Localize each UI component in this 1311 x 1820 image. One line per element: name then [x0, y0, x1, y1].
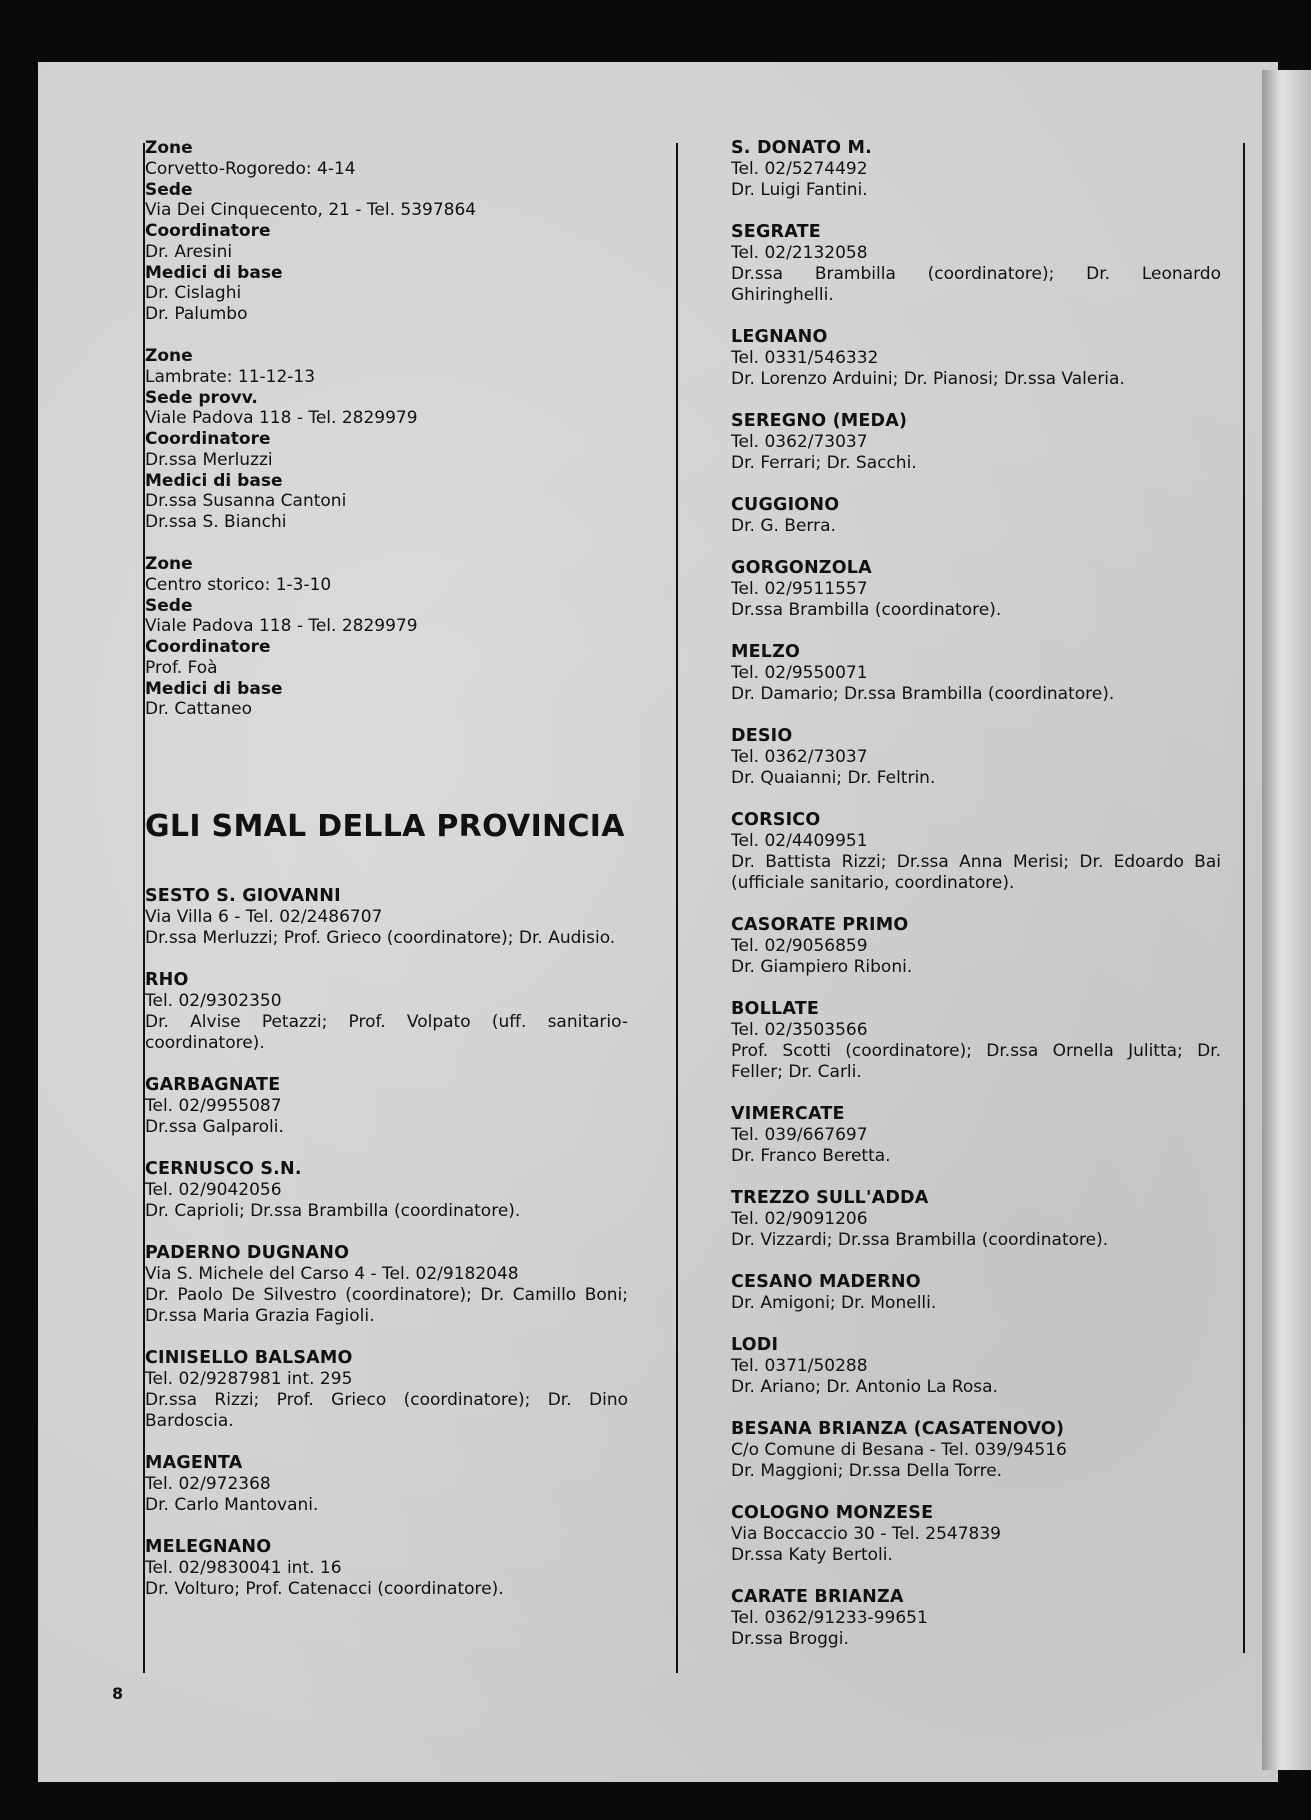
coordinatore-value: Prof. Foà [145, 657, 218, 678]
entry-doctors: Dr. Ferrari; Dr. Sacchi. [731, 453, 917, 473]
smal-entry [731, 915, 1221, 978]
smal-entry [731, 558, 1221, 621]
entry-name: MELZO [731, 642, 801, 662]
coordinatore-value: Dr.ssa Merluzzi [145, 449, 273, 470]
entry-name: TREZZO SULL'ADDA [731, 1188, 929, 1208]
zone-value: Corvetto-Rogoredo: 4-14 [145, 158, 356, 179]
zone-label: Zone [145, 138, 193, 158]
entry-doctors: Dr.ssa Broggi. [731, 1629, 849, 1649]
entry-name: SEGRATE [731, 222, 821, 242]
coordinatore-value: Dr. Aresini [145, 241, 233, 262]
zone-value: Lambrate: 11-12-13 [145, 366, 316, 387]
left-column [145, 138, 628, 1621]
entry-contact: C/o Comune di Besana - Tel. 039/94516 [731, 1440, 1067, 1460]
entry-contact: Tel. 02/9511557 [731, 579, 868, 599]
entry-name: COLOGNO MONZESE [731, 1503, 934, 1523]
entry-contact: Tel. 02/9091206 [731, 1209, 868, 1229]
entry-name: RHO [145, 970, 189, 990]
entry-contact: Tel. 02/3503566 [731, 1020, 868, 1040]
entry-name: LEGNANO [731, 327, 828, 347]
medici-label: Medici di base [145, 262, 283, 283]
column-rule-right [1243, 143, 1245, 1653]
smal-entry [731, 1503, 1221, 1566]
entry-doctors: Dr. Battista Rizzi; Dr.ssa Anna Merisi; Dr. Edoardo Bai (ufficiale sanitario, coordinatore). [731, 852, 1221, 893]
right-column [731, 138, 1221, 1671]
entry-contact: Via Boccaccio 30 - Tel. 2547839 [731, 1524, 1001, 1544]
sede-label: Sede provv. [145, 387, 258, 408]
entry-name: S. DONATO M. [731, 138, 872, 158]
page-edge [1262, 70, 1311, 1770]
entry-doctors: Dr. Luigi Fantini. [731, 180, 868, 200]
smal-entry [145, 886, 628, 949]
province-entries-right [731, 138, 1221, 1650]
smal-entry [731, 726, 1221, 789]
medici-label: Medici di base [145, 678, 283, 699]
entry-contact: Tel. 0331/546332 [731, 348, 879, 368]
sede-value: Viale Padova 118 - Tel. 2829979 [145, 616, 418, 636]
entry-contact: Tel. 0371/50288 [731, 1356, 868, 1376]
entry-doctors: Dr. Franco Beretta. [731, 1146, 891, 1166]
entry-doctors: Dr. Alvise Petazzi; Prof. Volpato (uff. sanitario-coordinatore). [145, 1012, 628, 1053]
entry-doctors: Dr. Maggioni; Dr.ssa Della Torre. [731, 1461, 1003, 1481]
coordinatore-label: Coordinatore [145, 429, 271, 449]
entry-doctors: Dr. Vizzardi; Dr.ssa Brambilla (coordinatore). [731, 1230, 1109, 1250]
entry-contact: Via S. Michele del Carso 4 - Tel. 02/9182048 [145, 1264, 519, 1284]
entry-name: GORGONZOLA [731, 558, 872, 578]
entry-doctors: Dr. Giampiero Riboni. [731, 957, 913, 977]
medico-name: Dr. Cislaghi [145, 283, 242, 303]
smal-entry [731, 1419, 1221, 1482]
smal-entry [145, 1243, 628, 1327]
medico-name: Dr.ssa S. Bianchi [145, 512, 287, 532]
entry-contact: Tel. 02/9302350 [145, 991, 282, 1011]
entry-doctors: Prof. Scotti (coordinatore); Dr.ssa Ornella Julitta; Dr. Feller; Dr. Carli. [731, 1041, 1221, 1082]
entry-contact: Tel. 02/9955087 [145, 1096, 282, 1116]
entry-name: LODI [731, 1335, 779, 1355]
entry-doctors: Dr.ssa Katy Bertoli. [731, 1545, 893, 1565]
entry-doctors: Dr. Ariano; Dr. Antonio La Rosa. [731, 1377, 998, 1397]
entry-contact: Tel. 039/667697 [731, 1125, 868, 1145]
smal-entry [731, 1335, 1221, 1398]
entry-name: DESIO [731, 726, 793, 746]
page-number: 8 [112, 1684, 124, 1703]
smal-entry [731, 810, 1221, 894]
entry-name: CUGGIONO [731, 495, 840, 515]
smal-entry [731, 138, 1221, 201]
sede-value: Viale Padova 118 - Tel. 2829979 [145, 408, 418, 428]
smal-entry [145, 1348, 628, 1432]
entry-doctors: Dr. Lorenzo Arduini; Dr. Pianosi; Dr.ssa Valeria. [731, 369, 1125, 389]
smal-entry [731, 642, 1221, 705]
entry-doctors: Dr.ssa Merluzzi; Prof. Grieco (coordinatore); Dr. Audisio. [145, 928, 616, 948]
entry-contact: Via Villa 6 - Tel. 02/2486707 [145, 907, 383, 927]
smal-entry [731, 999, 1221, 1083]
entry-name: SEREGNO (MEDA) [731, 411, 908, 431]
medici-label: Medici di base [145, 470, 283, 491]
entry-doctors: Dr. Damario; Dr.ssa Brambilla (coordinatore). [731, 684, 1115, 704]
smal-entry [731, 222, 1221, 306]
entry-contact: Tel. 02/9550071 [731, 663, 868, 683]
smal-entry [145, 1075, 628, 1138]
entry-name: VIMERCATE [731, 1104, 845, 1124]
entry-doctors: Dr. Paolo De Silvestro (coordinatore); Dr. Camillo Boni; Dr.ssa Maria Grazia Fagioli. [145, 1285, 628, 1326]
smal-entry [145, 1453, 628, 1516]
zone-block [145, 138, 628, 325]
entry-contact: Tel. 0362/73037 [731, 747, 868, 767]
entry-contact: Tel. 02/9287981 int. 295 [145, 1369, 353, 1389]
entry-doctors: Dr.ssa Rizzi; Prof. Grieco (coordinatore); Dr. Dino Bardoscia. [145, 1390, 628, 1431]
entry-contact: Tel. 02/9830041 int. 16 [145, 1558, 342, 1578]
zone-label: Zone [145, 346, 193, 366]
zone-block [145, 554, 628, 720]
entry-contact: Tel. 02/2132058 [731, 243, 868, 263]
smal-entry [145, 1537, 628, 1600]
entry-name: CINISELLO BALSAMO [145, 1348, 353, 1368]
entry-name: CARATE BRIANZA [731, 1587, 904, 1607]
entry-doctors: Dr.ssa Galparoli. [145, 1117, 284, 1137]
medico-name: Dr. Cattaneo [145, 699, 252, 719]
entry-doctors: Dr. Caprioli; Dr.ssa Brambilla (coordinatore). [145, 1201, 521, 1221]
coordinatore-label: Coordinatore [145, 637, 271, 657]
entry-name: MAGENTA [145, 1453, 243, 1473]
sede-value: Via Dei Cinquecento, 21 - Tel. 5397864 [145, 200, 477, 220]
entry-doctors: Dr. Carlo Mantovani. [145, 1495, 319, 1515]
entry-contact: Tel. 0362/91233-99651 [731, 1608, 928, 1628]
entry-name: PADERNO DUGNANO [145, 1243, 350, 1263]
entry-name: BESANA BRIANZA (CASATENOVO) [731, 1419, 1065, 1439]
smal-entry [731, 411, 1221, 474]
smal-entry [145, 1159, 628, 1222]
zone-block [145, 346, 628, 533]
smal-entry [731, 1104, 1221, 1167]
entry-doctors: Dr.ssa Brambilla (coordinatore); Dr. Leonardo Ghiringhelli. [731, 264, 1221, 305]
entry-doctors: Dr. G. Berra. [731, 516, 836, 536]
entry-doctors: Dr.ssa Brambilla (coordinatore). [731, 600, 1002, 620]
entry-doctors: Dr. Quaianni; Dr. Feltrin. [731, 768, 936, 788]
entry-contact: Tel. 02/5274492 [731, 159, 868, 179]
entry-name: BOLLATE [731, 999, 819, 1019]
smal-entry [731, 1272, 1221, 1314]
entry-doctors: Dr. Amigoni; Dr. Monelli. [731, 1293, 937, 1313]
entry-name: MELEGNANO [145, 1537, 272, 1557]
entry-name: CERNUSCO S.N. [145, 1159, 302, 1179]
section-title: GLI SMAL DELLA PROVINCIA [145, 809, 625, 844]
smal-entry [731, 1188, 1221, 1251]
entry-contact: Tel. 0362/73037 [731, 432, 868, 452]
entry-contact: Tel. 02/9042056 [145, 1180, 282, 1200]
smal-entry [731, 1587, 1221, 1650]
smal-entry [731, 495, 1221, 537]
medico-name: Dr. Palumbo [145, 304, 248, 324]
entry-name: SESTO S. GIOVANNI [145, 886, 341, 906]
coordinatore-label: Coordinatore [145, 221, 271, 241]
entry-name: CASORATE PRIMO [731, 915, 909, 935]
entry-name: CORSICO [731, 810, 821, 830]
entry-contact: Tel. 02/9056859 [731, 936, 868, 956]
column-rule-middle [676, 143, 678, 1673]
medico-name: Dr.ssa Susanna Cantoni [145, 491, 347, 511]
entry-contact: Tel. 02/4409951 [731, 831, 868, 851]
sede-label: Sede [145, 595, 193, 616]
entry-doctors: Dr. Volturo; Prof. Catenacci (coordinatore). [145, 1579, 504, 1599]
zone-label: Zone [145, 554, 193, 574]
entry-name: CESANO MADERNO [731, 1272, 921, 1292]
smal-entry [145, 970, 628, 1054]
smal-entry [731, 327, 1221, 390]
province-entries-left [145, 886, 628, 1600]
sede-label: Sede [145, 179, 193, 200]
entry-name: GARBAGNATE [145, 1075, 281, 1095]
milan-zones-list [145, 138, 628, 720]
entry-contact: Tel. 02/972368 [145, 1474, 271, 1494]
zone-value: Centro storico: 1-3-10 [145, 574, 332, 595]
